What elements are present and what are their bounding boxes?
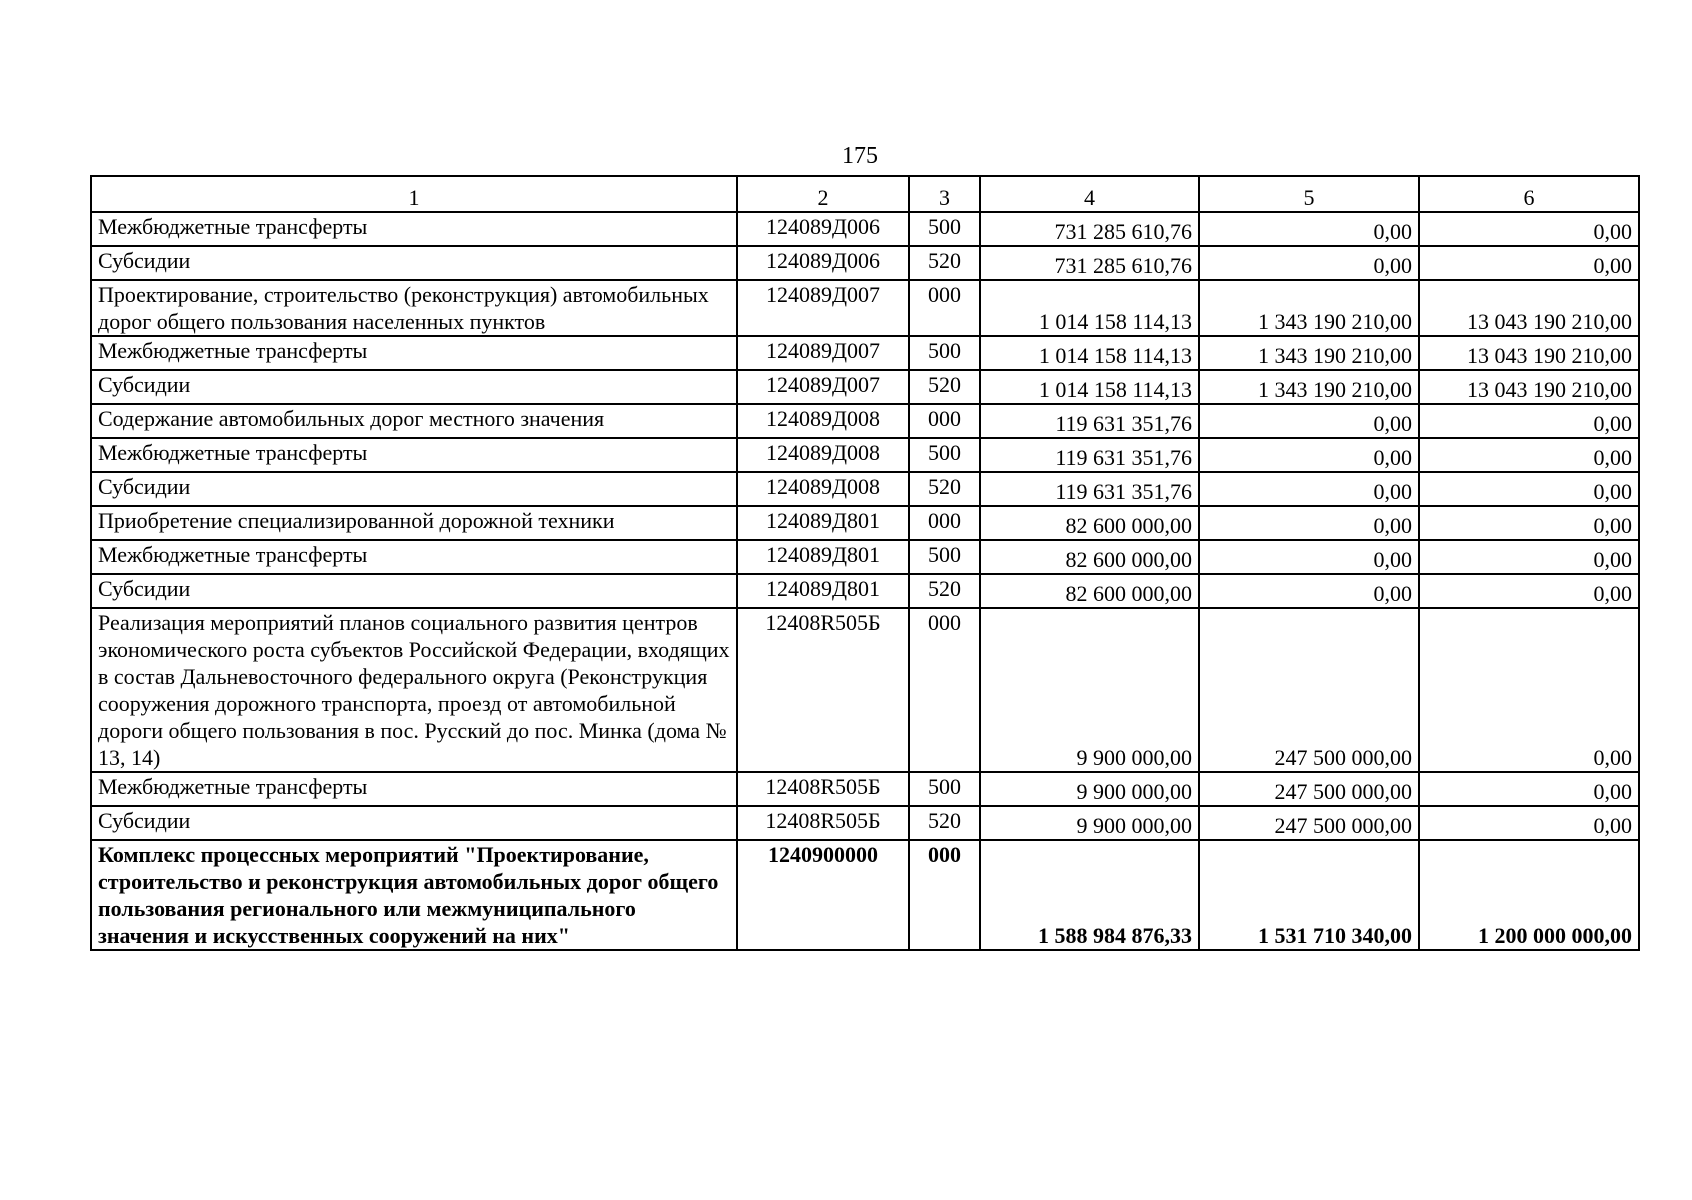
row-value-5: 1 343 190 210,00 — [1199, 280, 1419, 336]
row-value-5: 0,00 — [1199, 246, 1419, 280]
table-row — [91, 540, 1639, 574]
row-value-6: 0,00 — [1419, 772, 1639, 806]
row-value-6: 13 043 190 210,00 — [1419, 280, 1639, 336]
row-name: Субсидии — [91, 806, 737, 840]
row-kind: 520 — [909, 472, 980, 506]
row-code: 124089Д008 — [737, 472, 909, 506]
row-name: Проектирование, строительство (реконструкция) автомобильных дорог общего пользования населенных пунктов — [91, 280, 737, 336]
row-value-6: 0,00 — [1419, 212, 1639, 246]
row-code: 124089Д007 — [737, 370, 909, 404]
row-value-4: 731 285 610,76 — [980, 212, 1199, 246]
row-value-4: 9 900 000,00 — [980, 806, 1199, 840]
table-row — [91, 336, 1639, 370]
row-value-5: 0,00 — [1199, 574, 1419, 608]
row-name: Субсидии — [91, 246, 737, 280]
row-value-5: 0,00 — [1199, 506, 1419, 540]
row-value-4: 119 631 351,76 — [980, 438, 1199, 472]
row-code: 124089Д008 — [737, 404, 909, 438]
row-value-6: 0,00 — [1419, 608, 1639, 772]
row-name: Приобретение специализированной дорожной техники — [91, 506, 737, 540]
column-header-5: 5 — [1199, 176, 1419, 212]
column-header-1: 1 — [91, 176, 737, 212]
row-value-4: 9 900 000,00 — [980, 608, 1199, 772]
row-value-5: 0,00 — [1199, 472, 1419, 506]
row-value-4: 1 014 158 114,13 — [980, 280, 1199, 336]
row-value-6: 0,00 — [1419, 472, 1639, 506]
table-row — [91, 246, 1639, 280]
budget-table — [90, 175, 1640, 951]
row-value-6: 13 043 190 210,00 — [1419, 370, 1639, 404]
row-value-4: 731 285 610,76 — [980, 246, 1199, 280]
row-name: Межбюджетные трансферты — [91, 772, 737, 806]
row-value-5: 247 500 000,00 — [1199, 772, 1419, 806]
row-kind: 520 — [909, 574, 980, 608]
row-code: 124089Д801 — [737, 574, 909, 608]
row-kind: 500 — [909, 772, 980, 806]
row-kind: 520 — [909, 246, 980, 280]
row-name: Реализация мероприятий планов социального развития центров экономического роста субъектов Российской Федерации, входящих в состав Дальневосточного федерального округа (Реконструкция сооружения дорожного транспорта, проезд от автомобильной дороги общего пользования в пос. Русский до пос. Минка (дома № 13, 14) — [91, 608, 737, 772]
row-code: 1240900000 — [737, 840, 909, 950]
row-name: Субсидии — [91, 472, 737, 506]
table-row — [91, 806, 1639, 840]
row-value-4: 82 600 000,00 — [980, 574, 1199, 608]
row-code: 12408R505Б — [737, 772, 909, 806]
table-row — [91, 772, 1639, 806]
row-kind: 000 — [909, 840, 980, 950]
row-value-5: 0,00 — [1199, 438, 1419, 472]
column-header-3: 3 — [909, 176, 980, 212]
row-kind: 520 — [909, 806, 980, 840]
row-kind: 000 — [909, 506, 980, 540]
table-row — [91, 574, 1639, 608]
row-code: 124089Д007 — [737, 336, 909, 370]
column-header-6: 6 — [1419, 176, 1639, 212]
row-value-5: 1 531 710 340,00 — [1199, 840, 1419, 950]
row-name: Содержание автомобильных дорог местного значения — [91, 404, 737, 438]
row-name: Субсидии — [91, 574, 737, 608]
row-value-4: 82 600 000,00 — [980, 506, 1199, 540]
row-value-4: 119 631 351,76 — [980, 472, 1199, 506]
row-value-5: 247 500 000,00 — [1199, 608, 1419, 772]
row-code: 124089Д006 — [737, 212, 909, 246]
header-row — [91, 176, 1639, 212]
row-value-5: 0,00 — [1199, 212, 1419, 246]
row-value-5: 247 500 000,00 — [1199, 806, 1419, 840]
row-name: Межбюджетные трансферты — [91, 336, 737, 370]
row-kind: 500 — [909, 336, 980, 370]
column-header-2: 2 — [737, 176, 909, 212]
table-row — [91, 438, 1639, 472]
row-value-5: 0,00 — [1199, 540, 1419, 574]
row-code: 12408R505Б — [737, 806, 909, 840]
row-value-6: 0,00 — [1419, 574, 1639, 608]
row-value-6: 0,00 — [1419, 506, 1639, 540]
table-row — [91, 212, 1639, 246]
row-value-4: 119 631 351,76 — [980, 404, 1199, 438]
row-kind: 000 — [909, 608, 980, 772]
row-code: 124089Д008 — [737, 438, 909, 472]
table-row — [91, 506, 1639, 540]
row-name: Комплекс процессных мероприятий "Проектирование, строительство и реконструкция автомобильных дорог общего пользования регионального или межмуниципального значения и искусственных сооружений на них" — [91, 840, 737, 950]
table-row — [91, 472, 1639, 506]
row-value-4: 9 900 000,00 — [980, 772, 1199, 806]
row-value-6: 0,00 — [1419, 438, 1639, 472]
row-value-6: 1 200 000 000,00 — [1419, 840, 1639, 950]
column-header-4: 4 — [980, 176, 1199, 212]
row-value-5: 1 343 190 210,00 — [1199, 370, 1419, 404]
row-kind: 500 — [909, 540, 980, 574]
row-value-5: 0,00 — [1199, 404, 1419, 438]
row-code: 124089Д801 — [737, 506, 909, 540]
page-number: 175 — [842, 143, 878, 169]
row-kind: 520 — [909, 370, 980, 404]
row-kind: 500 — [909, 212, 980, 246]
table-row — [91, 404, 1639, 438]
row-code: 124089Д007 — [737, 280, 909, 336]
row-value-6: 0,00 — [1419, 540, 1639, 574]
row-name: Субсидии — [91, 370, 737, 404]
row-value-6: 0,00 — [1419, 246, 1639, 280]
row-value-4: 1 014 158 114,13 — [980, 370, 1199, 404]
row-name: Межбюджетные трансферты — [91, 540, 737, 574]
row-kind: 500 — [909, 438, 980, 472]
table-row — [91, 608, 1639, 772]
table-row — [91, 370, 1639, 404]
row-value-4: 1 588 984 876,33 — [980, 840, 1199, 950]
row-name: Межбюджетные трансферты — [91, 212, 737, 246]
row-kind: 000 — [909, 404, 980, 438]
row-code: 124089Д006 — [737, 246, 909, 280]
row-value-4: 82 600 000,00 — [980, 540, 1199, 574]
row-value-6: 0,00 — [1419, 806, 1639, 840]
table-row — [91, 280, 1639, 336]
table-row-total — [91, 840, 1639, 950]
row-kind: 000 — [909, 280, 980, 336]
row-value-5: 1 343 190 210,00 — [1199, 336, 1419, 370]
row-name: Межбюджетные трансферты — [91, 438, 737, 472]
row-code: 12408R505Б — [737, 608, 909, 772]
row-code: 124089Д801 — [737, 540, 909, 574]
row-value-4: 1 014 158 114,13 — [980, 336, 1199, 370]
row-value-6: 0,00 — [1419, 404, 1639, 438]
row-value-6: 13 043 190 210,00 — [1419, 336, 1639, 370]
